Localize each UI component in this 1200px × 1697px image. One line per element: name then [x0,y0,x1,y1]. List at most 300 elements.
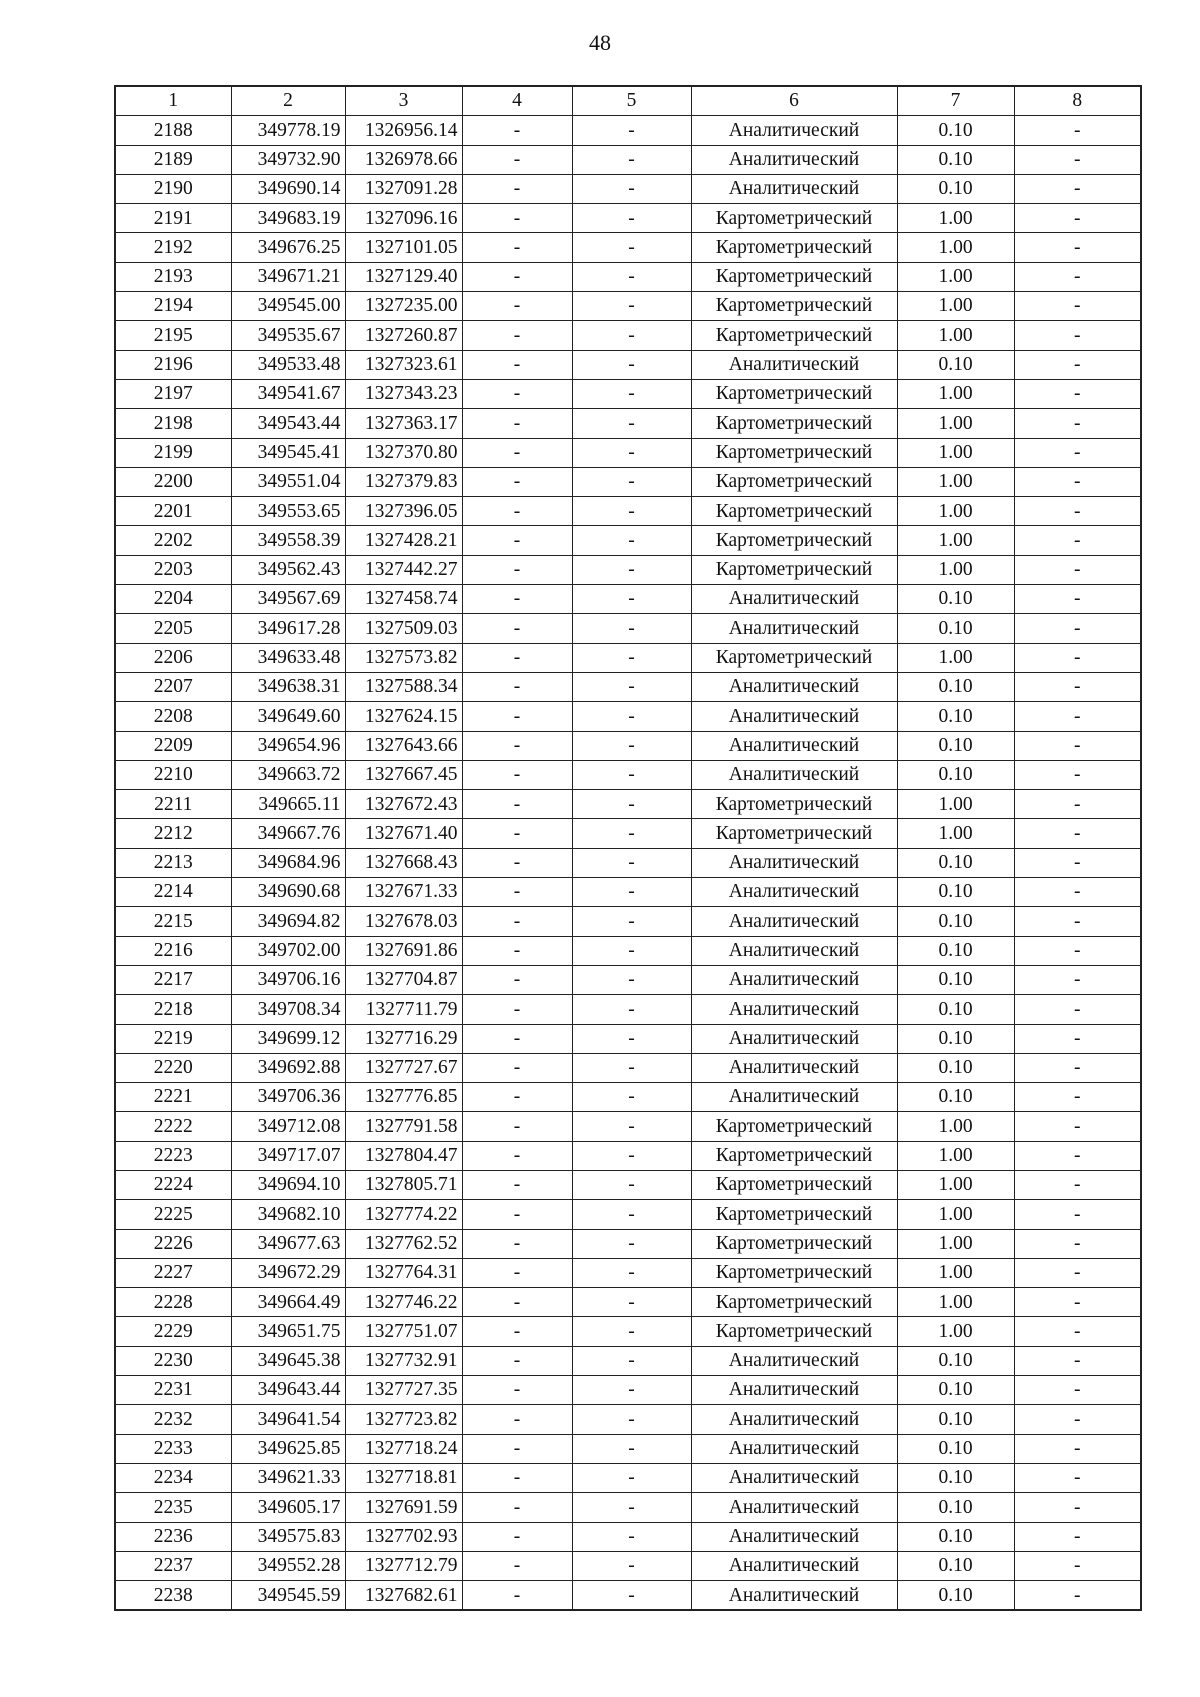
y-coordinate-cell: 1327791.58 [345,1112,462,1141]
method-cell: Аналитический [691,1463,897,1492]
accuracy-cell: 0.10 [897,614,1014,643]
column-4-cell: - [462,585,572,614]
x-coordinate-cell: 349654.96 [231,731,345,760]
accuracy-cell: 1.00 [897,292,1014,321]
column-5-cell: - [572,409,691,438]
accuracy-cell: 1.00 [897,379,1014,408]
x-coordinate-cell: 349702.00 [231,936,345,965]
accuracy-cell: 0.10 [897,350,1014,379]
coordinates-table [114,85,1142,1611]
column-header-2: 2 [231,86,345,116]
table-row [115,467,1141,496]
y-coordinate-cell: 1327691.86 [345,936,462,965]
accuracy-cell: 0.10 [897,1376,1014,1405]
method-cell: Картометрический [691,379,897,408]
point-number-cell: 2232 [115,1405,231,1434]
point-number-cell: 2196 [115,350,231,379]
method-cell: Картометрический [691,321,897,350]
column-8-cell: - [1014,145,1141,174]
column-8-cell: - [1014,819,1141,848]
accuracy-cell: 0.10 [897,995,1014,1024]
column-5-cell: - [572,116,691,145]
column-8-cell: - [1014,1288,1141,1317]
y-coordinate-cell: 1327458.74 [345,585,462,614]
point-number-cell: 2229 [115,1317,231,1346]
column-5-cell: - [572,497,691,526]
column-5-cell: - [572,702,691,731]
point-number-cell: 2205 [115,614,231,643]
column-5-cell: - [572,1551,691,1580]
point-number-cell: 2224 [115,1170,231,1199]
method-cell: Картометрический [691,1229,897,1258]
column-5-cell: - [572,1434,691,1463]
column-8-cell: - [1014,1141,1141,1170]
column-4-cell: - [462,467,572,496]
point-number-cell: 2215 [115,907,231,936]
method-cell: Аналитический [691,1053,897,1082]
column-5-cell: - [572,526,691,555]
column-8-cell: - [1014,614,1141,643]
point-number-cell: 2210 [115,760,231,789]
point-number-cell: 2235 [115,1493,231,1522]
accuracy-cell: 1.00 [897,467,1014,496]
method-cell: Аналитический [691,907,897,936]
column-8-cell: - [1014,1405,1141,1434]
method-cell: Картометрический [691,1317,897,1346]
x-coordinate-cell: 349545.59 [231,1581,345,1611]
point-number-cell: 2236 [115,1522,231,1551]
y-coordinate-cell: 1326978.66 [345,145,462,174]
column-5-cell: - [572,204,691,233]
point-number-cell: 2234 [115,1463,231,1492]
column-4-cell: - [462,438,572,467]
accuracy-cell: 1.00 [897,526,1014,555]
method-cell: Картометрический [691,409,897,438]
column-8-cell: - [1014,233,1141,262]
table-row [115,731,1141,760]
column-5-cell: - [572,1053,691,1082]
accuracy-cell: 0.10 [897,936,1014,965]
method-cell: Картометрический [691,819,897,848]
column-5-cell: - [572,262,691,291]
point-number-cell: 2198 [115,409,231,438]
method-cell: Картометрический [691,643,897,672]
x-coordinate-cell: 349617.28 [231,614,345,643]
column-4-cell: - [462,790,572,819]
accuracy-cell: 0.10 [897,731,1014,760]
y-coordinate-cell: 1327096.16 [345,204,462,233]
column-8-cell: - [1014,526,1141,555]
method-cell: Картометрический [691,526,897,555]
column-5-cell: - [572,848,691,877]
point-number-cell: 2213 [115,848,231,877]
y-coordinate-cell: 1327776.85 [345,1083,462,1112]
method-cell: Аналитический [691,1405,897,1434]
accuracy-cell: 0.10 [897,145,1014,174]
accuracy-cell: 1.00 [897,555,1014,584]
y-coordinate-cell: 1327704.87 [345,965,462,994]
x-coordinate-cell: 349663.72 [231,760,345,789]
y-coordinate-cell: 1327682.61 [345,1581,462,1611]
column-4-cell: - [462,995,572,1024]
point-number-cell: 2220 [115,1053,231,1082]
point-number-cell: 2231 [115,1376,231,1405]
x-coordinate-cell: 349676.25 [231,233,345,262]
point-number-cell: 2222 [115,1112,231,1141]
column-4-cell: - [462,760,572,789]
point-number-cell: 2190 [115,174,231,203]
column-5-cell: - [572,878,691,907]
accuracy-cell: 1.00 [897,204,1014,233]
table-row [115,1170,1141,1199]
column-4-cell: - [462,555,572,584]
column-5-cell: - [572,292,691,321]
column-5-cell: - [572,614,691,643]
y-coordinate-cell: 1327091.28 [345,174,462,203]
table-row [115,1024,1141,1053]
point-number-cell: 2206 [115,643,231,672]
method-cell: Аналитический [691,1346,897,1375]
column-8-cell: - [1014,1024,1141,1053]
y-coordinate-cell: 1327746.22 [345,1288,462,1317]
column-5-cell: - [572,1112,691,1141]
column-5-cell: - [572,1258,691,1287]
column-5-cell: - [572,819,691,848]
x-coordinate-cell: 349694.10 [231,1170,345,1199]
accuracy-cell: 1.00 [897,1288,1014,1317]
column-8-cell: - [1014,1258,1141,1287]
column-5-cell: - [572,672,691,701]
column-8-cell: - [1014,1200,1141,1229]
point-number-cell: 2216 [115,936,231,965]
point-number-cell: 2201 [115,497,231,526]
table-row [115,643,1141,672]
point-number-cell: 2191 [115,204,231,233]
column-8-cell: - [1014,1463,1141,1492]
y-coordinate-cell: 1327667.45 [345,760,462,789]
method-cell: Аналитический [691,672,897,701]
table-row [115,1493,1141,1522]
y-coordinate-cell: 1327624.15 [345,702,462,731]
column-8-cell: - [1014,1346,1141,1375]
point-number-cell: 2212 [115,819,231,848]
table-row [115,1376,1141,1405]
column-4-cell: - [462,1229,572,1258]
column-8-cell: - [1014,409,1141,438]
column-5-cell: - [572,1288,691,1317]
column-5-cell: - [572,790,691,819]
table-row [115,116,1141,145]
y-coordinate-cell: 1327732.91 [345,1346,462,1375]
column-4-cell: - [462,702,572,731]
point-number-cell: 2230 [115,1346,231,1375]
method-cell: Картометрический [691,497,897,526]
column-5-cell: - [572,1200,691,1229]
column-header-5: 5 [572,86,691,116]
column-4-cell: - [462,292,572,321]
y-coordinate-cell: 1327235.00 [345,292,462,321]
x-coordinate-cell: 349665.11 [231,790,345,819]
method-cell: Аналитический [691,1083,897,1112]
x-coordinate-cell: 349683.19 [231,204,345,233]
point-number-cell: 2195 [115,321,231,350]
table-row [115,760,1141,789]
column-4-cell: - [462,233,572,262]
x-coordinate-cell: 349638.31 [231,672,345,701]
column-8-cell: - [1014,936,1141,965]
accuracy-cell: 0.10 [897,1405,1014,1434]
accuracy-cell: 0.10 [897,1522,1014,1551]
point-number-cell: 2225 [115,1200,231,1229]
table-row [115,174,1141,203]
y-coordinate-cell: 1327751.07 [345,1317,462,1346]
column-4-cell: - [462,379,572,408]
column-8-cell: - [1014,262,1141,291]
column-4-cell: - [462,526,572,555]
x-coordinate-cell: 349706.16 [231,965,345,994]
table-row [115,292,1141,321]
accuracy-cell: 0.10 [897,1346,1014,1375]
accuracy-cell: 0.10 [897,1053,1014,1082]
point-number-cell: 2221 [115,1083,231,1112]
point-number-cell: 2203 [115,555,231,584]
column-header-4: 4 [462,86,572,116]
table-row [115,350,1141,379]
column-4-cell: - [462,1112,572,1141]
column-header-6: 6 [691,86,897,116]
accuracy-cell: 0.10 [897,702,1014,731]
x-coordinate-cell: 349692.88 [231,1053,345,1082]
point-number-cell: 2227 [115,1258,231,1287]
column-4-cell: - [462,965,572,994]
column-5-cell: - [572,1083,691,1112]
y-coordinate-cell: 1327643.66 [345,731,462,760]
column-4-cell: - [462,145,572,174]
table-row [115,379,1141,408]
column-4-cell: - [462,1053,572,1082]
column-8-cell: - [1014,204,1141,233]
method-cell: Аналитический [691,1376,897,1405]
method-cell: Картометрический [691,233,897,262]
x-coordinate-cell: 349684.96 [231,848,345,877]
y-coordinate-cell: 1327718.24 [345,1434,462,1463]
accuracy-cell: 1.00 [897,438,1014,467]
column-4-cell: - [462,672,572,701]
accuracy-cell: 1.00 [897,1200,1014,1229]
point-number-cell: 2199 [115,438,231,467]
column-4-cell: - [462,1463,572,1492]
accuracy-cell: 1.00 [897,497,1014,526]
table-row [115,1551,1141,1580]
column-4-cell: - [462,1346,572,1375]
point-number-cell: 2204 [115,585,231,614]
table-row [115,936,1141,965]
column-4-cell: - [462,204,572,233]
y-coordinate-cell: 1327805.71 [345,1170,462,1199]
y-coordinate-cell: 1327668.43 [345,848,462,877]
column-8-cell: - [1014,965,1141,994]
y-coordinate-cell: 1327716.29 [345,1024,462,1053]
method-cell: Картометрический [691,790,897,819]
point-number-cell: 2211 [115,790,231,819]
y-coordinate-cell: 1327671.40 [345,819,462,848]
table-row [115,321,1141,350]
column-5-cell: - [572,379,691,408]
table-row [115,1200,1141,1229]
x-coordinate-cell: 349625.85 [231,1434,345,1463]
column-8-cell: - [1014,907,1141,936]
table-row [115,1288,1141,1317]
x-coordinate-cell: 349541.67 [231,379,345,408]
method-cell: Картометрический [691,1288,897,1317]
point-number-cell: 2189 [115,145,231,174]
y-coordinate-cell: 1327691.59 [345,1493,462,1522]
column-8-cell: - [1014,790,1141,819]
x-coordinate-cell: 349543.44 [231,409,345,438]
accuracy-cell: 1.00 [897,262,1014,291]
method-cell: Картометрический [691,1141,897,1170]
method-cell: Картометрический [691,262,897,291]
accuracy-cell: 0.10 [897,672,1014,701]
accuracy-cell: 1.00 [897,1170,1014,1199]
table-row [115,819,1141,848]
method-cell: Картометрический [691,438,897,467]
point-number-cell: 2207 [115,672,231,701]
column-4-cell: - [462,848,572,877]
column-5-cell: - [572,585,691,614]
point-number-cell: 2238 [115,1581,231,1611]
column-8-cell: - [1014,760,1141,789]
column-5-cell: - [572,1493,691,1522]
table-row [115,1258,1141,1287]
method-cell: Картометрический [691,467,897,496]
table-row [115,1112,1141,1141]
table-row [115,438,1141,467]
method-cell: Картометрический [691,1258,897,1287]
accuracy-cell: 0.10 [897,965,1014,994]
method-cell: Аналитический [691,878,897,907]
point-number-cell: 2237 [115,1551,231,1580]
accuracy-cell: 0.10 [897,848,1014,877]
method-cell: Аналитический [691,1493,897,1522]
column-4-cell: - [462,1493,572,1522]
accuracy-cell: 0.10 [897,1463,1014,1492]
table-row [115,526,1141,555]
x-coordinate-cell: 349778.19 [231,116,345,145]
method-cell: Аналитический [691,965,897,994]
method-cell: Аналитический [691,1024,897,1053]
accuracy-cell: 1.00 [897,1258,1014,1287]
column-5-cell: - [572,555,691,584]
column-5-cell: - [572,174,691,203]
column-header-7: 7 [897,86,1014,116]
column-5-cell: - [572,1376,691,1405]
y-coordinate-cell: 1327712.79 [345,1551,462,1580]
method-cell: Картометрический [691,292,897,321]
x-coordinate-cell: 349649.60 [231,702,345,731]
method-cell: Аналитический [691,585,897,614]
column-8-cell: - [1014,116,1141,145]
column-8-cell: - [1014,174,1141,203]
column-8-cell: - [1014,1376,1141,1405]
method-cell: Аналитический [691,1581,897,1611]
table-row [115,1346,1141,1375]
x-coordinate-cell: 349651.75 [231,1317,345,1346]
x-coordinate-cell: 349699.12 [231,1024,345,1053]
column-4-cell: - [462,497,572,526]
column-4-cell: - [462,1376,572,1405]
accuracy-cell: 1.00 [897,233,1014,262]
table-row [115,614,1141,643]
x-coordinate-cell: 349575.83 [231,1522,345,1551]
column-4-cell: - [462,1581,572,1611]
method-cell: Аналитический [691,1434,897,1463]
y-coordinate-cell: 1327396.05 [345,497,462,526]
table-row [115,409,1141,438]
column-5-cell: - [572,350,691,379]
x-coordinate-cell: 349690.68 [231,878,345,907]
table-row [115,1463,1141,1492]
y-coordinate-cell: 1327343.23 [345,379,462,408]
column-5-cell: - [572,1346,691,1375]
method-cell: Аналитический [691,1551,897,1580]
accuracy-cell: 0.10 [897,174,1014,203]
x-coordinate-cell: 349712.08 [231,1112,345,1141]
point-number-cell: 2214 [115,878,231,907]
column-5-cell: - [572,1170,691,1199]
point-number-cell: 2200 [115,467,231,496]
x-coordinate-cell: 349533.48 [231,350,345,379]
table-row [115,145,1141,174]
method-cell: Картометрический [691,1200,897,1229]
table-row [115,1229,1141,1258]
x-coordinate-cell: 349664.49 [231,1288,345,1317]
y-coordinate-cell: 1327428.21 [345,526,462,555]
y-coordinate-cell: 1327260.87 [345,321,462,350]
column-5-cell: - [572,643,691,672]
accuracy-cell: 0.10 [897,1493,1014,1522]
x-coordinate-cell: 349690.14 [231,174,345,203]
column-header-1: 1 [115,86,231,116]
method-cell: Аналитический [691,995,897,1024]
y-coordinate-cell: 1327101.05 [345,233,462,262]
column-8-cell: - [1014,1434,1141,1463]
x-coordinate-cell: 349545.00 [231,292,345,321]
point-number-cell: 2202 [115,526,231,555]
method-cell: Картометрический [691,204,897,233]
y-coordinate-cell: 1327678.03 [345,907,462,936]
table-row [115,995,1141,1024]
y-coordinate-cell: 1327363.17 [345,409,462,438]
accuracy-cell: 0.10 [897,116,1014,145]
table-row [115,233,1141,262]
y-coordinate-cell: 1327672.43 [345,790,462,819]
y-coordinate-cell: 1327727.35 [345,1376,462,1405]
y-coordinate-cell: 1327509.03 [345,614,462,643]
table-row [115,555,1141,584]
y-coordinate-cell: 1327774.22 [345,1200,462,1229]
y-coordinate-cell: 1327762.52 [345,1229,462,1258]
accuracy-cell: 0.10 [897,1024,1014,1053]
x-coordinate-cell: 349535.67 [231,321,345,350]
y-coordinate-cell: 1327718.81 [345,1463,462,1492]
method-cell: Аналитический [691,614,897,643]
y-coordinate-cell: 1327370.80 [345,438,462,467]
column-8-cell: - [1014,1581,1141,1611]
column-8-cell: - [1014,672,1141,701]
column-8-cell: - [1014,292,1141,321]
x-coordinate-cell: 349667.76 [231,819,345,848]
